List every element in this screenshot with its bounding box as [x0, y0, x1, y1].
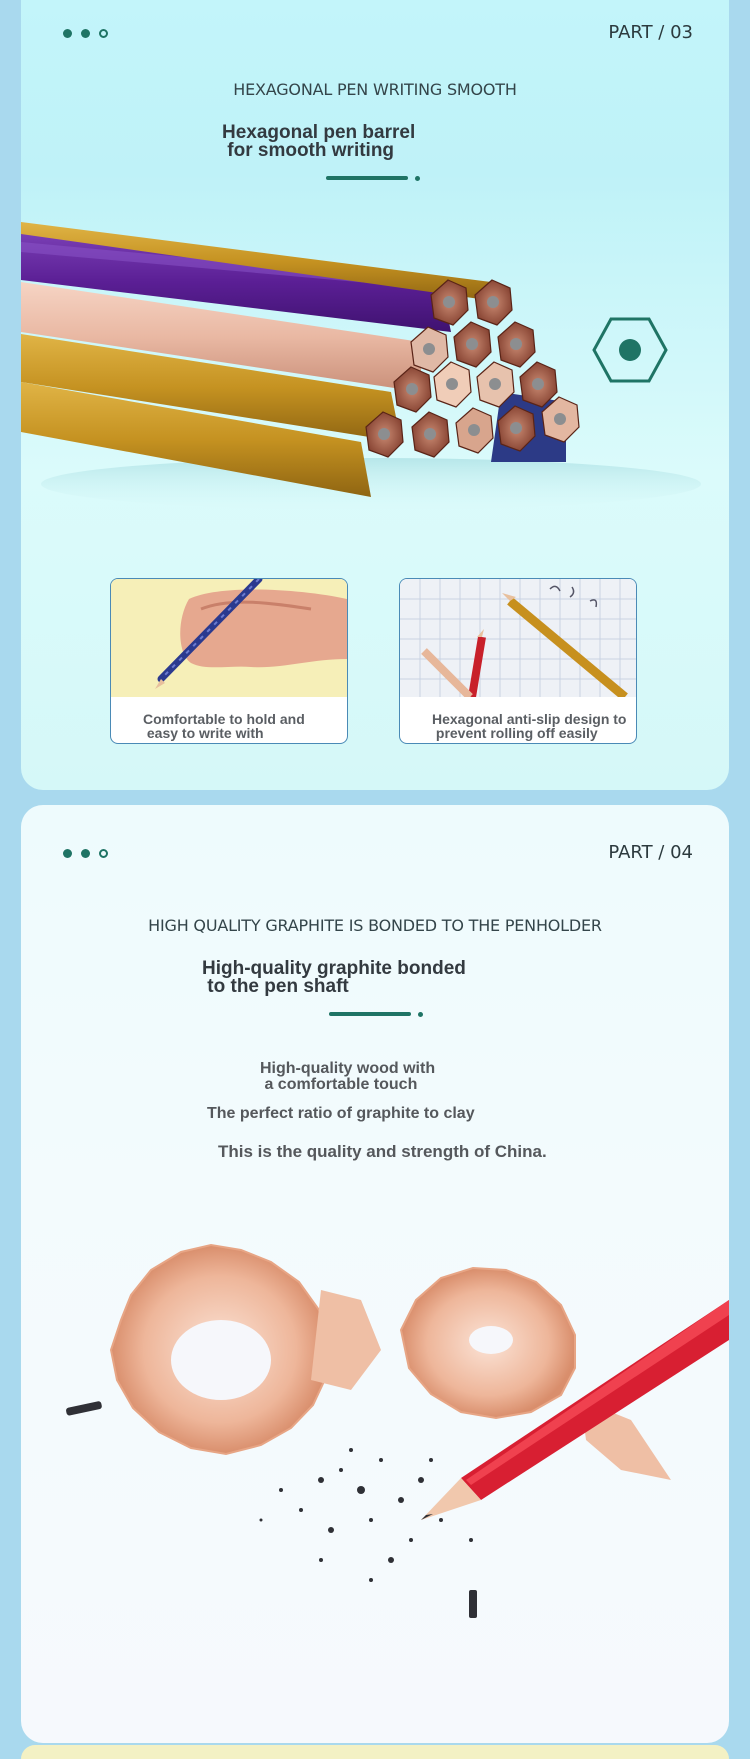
hexagon-icon: [592, 316, 668, 384]
section-kicker: HIGH QUALITY GRAPHITE IS BONDED TO THE PENHOLDER: [148, 916, 602, 935]
section-headline: Hexagonal pen barrel for smooth writing: [222, 122, 416, 161]
section-hexagonal-card: [21, 0, 729, 790]
pagination-dots: [63, 849, 108, 858]
title-underline-dot: [415, 176, 420, 181]
detail-ratio: The perfect ratio of graphite to clay: [207, 1105, 475, 1122]
part-label: PART / 03: [608, 22, 693, 43]
section-kicker: HEXAGONAL PEN WRITING SMOOTH: [233, 80, 517, 99]
section-headline: High-quality graphite bonded to the pen shaft: [202, 958, 466, 997]
feature-caption-grip: Comfortable to hold and easy to write with: [143, 711, 305, 741]
title-underline-dot: [418, 1012, 423, 1017]
detail-wood: High-quality wood with a comfortable touch: [260, 1060, 436, 1093]
dot-filled: [81, 849, 90, 858]
hand-writing-image: [111, 579, 347, 697]
title-underline: [329, 1012, 411, 1016]
dot-filled: [63, 849, 72, 858]
bottom-strip: [21, 1745, 729, 1759]
dot-outline: [99, 29, 108, 38]
dot-filled: [63, 29, 72, 38]
pagination-dots: [63, 29, 108, 38]
part-label: PART / 04: [608, 842, 693, 863]
feature-card-grip: [110, 578, 348, 744]
pencils-on-grid-image: [400, 579, 636, 697]
title-underline: [326, 176, 408, 180]
section-graphite-card: [21, 805, 729, 1743]
pencil-shavings-image: [21, 1180, 729, 1680]
feature-card-anti-slip: [399, 578, 637, 744]
feature-caption-anti-slip: Hexagonal anti-slip design to prevent rolling off easily: [432, 711, 627, 741]
detail-quality: This is the quality and strength of China.: [218, 1142, 547, 1161]
dot-filled: [81, 29, 90, 38]
dot-outline: [99, 849, 108, 858]
